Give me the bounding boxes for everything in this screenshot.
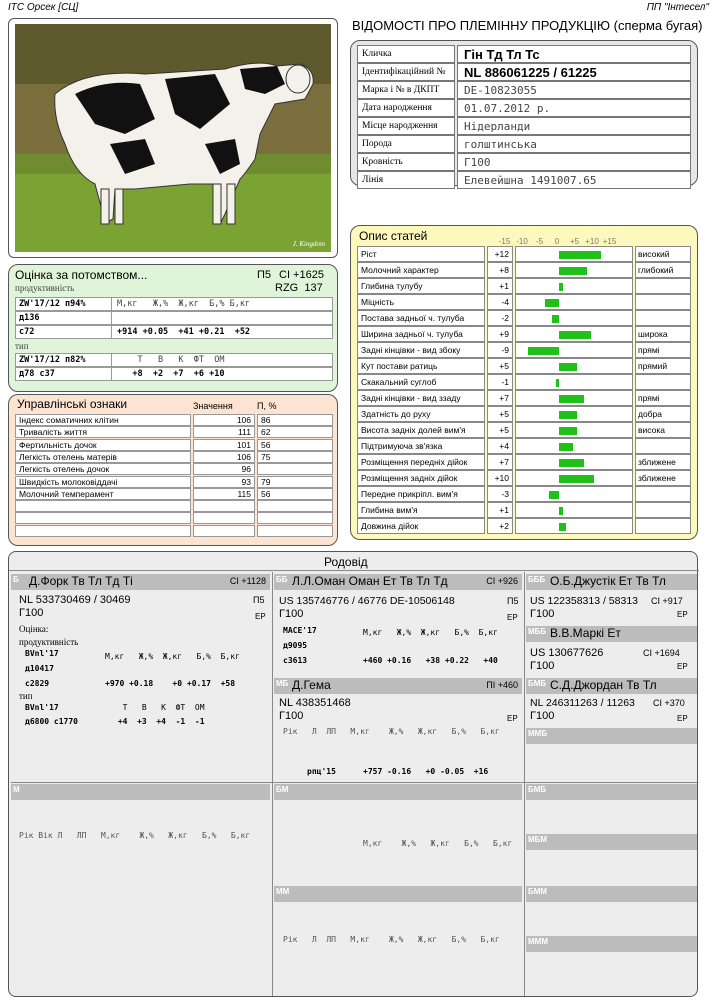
management-trait-value: 93: [193, 476, 255, 488]
trait-scale-tick: 0: [554, 237, 560, 246]
pedigree-ddd-header: [526, 936, 697, 952]
trait-bar: [545, 299, 559, 307]
photo-signature: J. Kingdom: [292, 240, 325, 248]
dam-header-row: Рік Вік Л ЛП М,кг Ж,% Ж,кг Б,% Б,кг: [19, 831, 251, 840]
trait-description: широка: [635, 326, 691, 342]
trait-scale-tick: +10: [585, 237, 599, 246]
trait-value: +7: [487, 390, 513, 406]
trait-description: [635, 486, 691, 502]
management-trait-pct: 56: [257, 488, 333, 500]
organization-right: ПП "Інтесел": [646, 2, 709, 13]
pedigree-tag: БММ: [528, 887, 548, 896]
progeny-cell: д136: [16, 312, 112, 324]
info-row: [357, 45, 691, 63]
trait-description: [635, 438, 691, 454]
trait-bar-cell: [515, 502, 633, 518]
progeny-row: [15, 353, 333, 367]
management-trait-pct: 62: [257, 426, 333, 438]
trait-bar-cell: [515, 246, 633, 262]
ds-name: Д.Гема: [292, 678, 331, 692]
ds-ep: ЕР: [507, 714, 518, 723]
management-trait-pct: 75: [257, 451, 333, 463]
trait-description: прямі: [635, 342, 691, 358]
management-row: [15, 512, 333, 524]
trait-description: висока: [635, 422, 691, 438]
info-label: Порода: [357, 135, 455, 153]
pedigree-dd-header: [274, 886, 522, 902]
info-label: Кровність: [357, 153, 455, 171]
trait-label: Підтримуюча зв'язка: [357, 438, 485, 454]
management-trait-pct: [257, 525, 333, 537]
progeny-cell: ZW'17/12 п82%: [16, 354, 112, 366]
trait-label: Розміщення передніх дійок: [357, 454, 485, 470]
pedigree-dam-header: [11, 784, 270, 800]
pedigree-ssd-header: [526, 784, 697, 800]
pedigree-title: Родовід: [324, 555, 368, 569]
trait-bar-cell: [515, 454, 633, 470]
sds-ci: CI +370: [653, 698, 685, 708]
trait-scale-tick: -15: [498, 237, 511, 246]
management-trait-name: Молочний темперамент: [15, 488, 191, 500]
trait-bar: [559, 459, 584, 467]
trait-value: -1: [487, 374, 513, 390]
trait-label: Висота задніх долей вим'я: [357, 422, 485, 438]
trait-row: [357, 278, 691, 294]
trait-row: [357, 262, 691, 278]
info-row: [357, 63, 691, 81]
trait-description: [635, 278, 691, 294]
trait-label: Передне прикріпл. вим'я: [357, 486, 485, 502]
trait-row: [357, 374, 691, 390]
info-value: Г100: [457, 153, 691, 171]
sss-ci: CI +917: [651, 596, 683, 606]
trait-bar: [559, 443, 573, 451]
trait-value: -2: [487, 310, 513, 326]
info-label: Лінія: [357, 171, 455, 189]
management-col-pct: П, %: [257, 401, 277, 411]
trait-value: -4: [487, 294, 513, 310]
sire-type-label: тип: [19, 691, 33, 701]
ss-name: Л.Л.Оман Оман Ет Тв Тл Тд: [292, 574, 448, 588]
trait-row: [357, 342, 691, 358]
sd-header-row: М,кг Ж,% Ж,кг Б,% Б,кг: [363, 839, 513, 848]
trait-label: Задні кінцівки - вид збоку: [357, 342, 485, 358]
trait-description: зближене: [635, 470, 691, 486]
info-value: Нідерланди: [457, 117, 691, 135]
trait-value: +4: [487, 438, 513, 454]
management-row: [15, 488, 333, 500]
trait-scale-tick: +5: [569, 237, 580, 246]
pedigree-tag: МММ: [528, 937, 548, 946]
trait-description: [635, 502, 691, 518]
pedigree-ss-header: [274, 574, 522, 590]
trait-scale-tick: +15: [602, 237, 617, 246]
trait-bar-cell: [515, 518, 633, 534]
info-value: DE-10823055: [457, 81, 691, 99]
management-trait-name: Легкість отелень матерів: [15, 451, 191, 463]
sds-ep: ЕР: [677, 714, 688, 723]
pedigree-sd-header: [274, 784, 522, 800]
sire-row: +4 +3 +4 -1 -1: [113, 717, 205, 726]
sds-name: С.Д.Джордан Тв Тл: [550, 678, 657, 692]
management-trait-value: [193, 525, 255, 537]
trait-row: [357, 246, 691, 262]
pedigree-sdd-header: [526, 886, 697, 902]
trait-label: Здатність до руху: [357, 406, 485, 422]
management-trait-pct: 79: [257, 476, 333, 488]
trait-label: Постава задньої ч. тулуба: [357, 310, 485, 326]
sire-id: NL 533730469 / 30469: [19, 594, 131, 606]
management-row: [15, 426, 333, 438]
trait-bar-cell: [515, 406, 633, 422]
info-label: Кличка: [357, 45, 455, 63]
trait-value: -9: [487, 342, 513, 358]
ss-row: д9095: [283, 641, 308, 650]
sds-id: NL 246311263 / 11263: [530, 697, 635, 709]
trait-bar: [559, 251, 601, 259]
management-row: [15, 414, 333, 426]
pedigree-tag: ММ: [276, 887, 290, 896]
management-trait-pct: [257, 500, 333, 512]
management-trait-name: Швидкість молоковіддачі: [15, 476, 191, 488]
pedigree-panel: [8, 551, 698, 997]
pedigree-tag: Б: [13, 575, 19, 584]
trait-bar-cell: [515, 294, 633, 310]
management-trait-name: Тривалість життя: [15, 426, 191, 438]
sss-ep: ЕР: [677, 610, 688, 619]
trait-row: [357, 486, 691, 502]
sire-blood: Г100: [19, 607, 44, 619]
sire-row: М,кг Ж,% Ж,кг Б,% Б,кг: [105, 652, 240, 661]
management-trait-value: [193, 500, 255, 512]
trait-value: +10: [487, 470, 513, 486]
trait-row: [357, 294, 691, 310]
pedigree-tag: БМБ: [528, 679, 547, 688]
management-trait-name: Легкість отелень дочок: [15, 463, 191, 475]
management-trait-pct: 56: [257, 439, 333, 451]
ds-ci: ПІ +460: [486, 680, 518, 690]
trait-bar-cell: [515, 278, 633, 294]
trait-description: високий: [635, 246, 691, 262]
info-row: [357, 153, 691, 171]
trait-description: [635, 310, 691, 326]
progeny-evaluation-panel: [8, 264, 338, 392]
trait-row: [357, 358, 691, 374]
trait-label: Глибина тулубу: [357, 278, 485, 294]
pedigree-tag: ММБ: [528, 729, 548, 738]
sire-row: BVnl'17: [25, 703, 59, 712]
ss-blood: Г100: [279, 608, 304, 620]
trait-description: зближене: [635, 454, 691, 470]
pedigree-mss-header: [526, 626, 697, 642]
progeny-cell: +8 +2 +7 +6 +10: [117, 369, 225, 379]
management-trait-pct: [257, 463, 333, 475]
bull-id: NL 886061225 / 61225: [457, 63, 691, 81]
bull-info-table: [350, 40, 698, 186]
trait-bar: [559, 507, 563, 515]
management-row: [15, 525, 333, 537]
pedigree-sds-header: [526, 678, 697, 694]
trait-value: +9: [487, 326, 513, 342]
trait-value: +7: [487, 454, 513, 470]
progeny-cell: ZW'17/12 п94%: [16, 298, 112, 310]
ss-id: US 135746776 / 46776 DE-10506148: [279, 595, 455, 607]
pedigree-tag: БББ: [528, 575, 546, 584]
sire-row: BVnl'17: [25, 649, 59, 658]
management-row: [15, 451, 333, 463]
ss-row: М,кг Ж,% Ж,кг Б,% Б,кг: [363, 628, 498, 637]
info-row: [357, 117, 691, 135]
traits-title: Опис статей: [359, 229, 428, 243]
progeny-rzg: RZG 137: [275, 282, 323, 294]
progeny-title: Оцінка за потомством...: [15, 268, 148, 282]
trait-bar: [559, 363, 577, 371]
trait-value: +5: [487, 358, 513, 374]
trait-label: Ріст: [357, 246, 485, 262]
management-trait-value: [193, 512, 255, 524]
bull-photo-frame: [8, 18, 338, 258]
trait-value: +5: [487, 406, 513, 422]
page-title: ВІДОМОСТІ ПРО ПЛЕМІННУ ПРОДУКЦІЮ (сперма бугая): [352, 18, 703, 33]
mss-ep: ЕР: [677, 662, 688, 671]
management-trait-name: [15, 525, 191, 537]
ss-p: П5: [507, 596, 519, 606]
management-row: [15, 463, 333, 475]
info-label: Місце народження: [357, 117, 455, 135]
pedigree-tag: М: [13, 785, 20, 794]
mss-blood: Г100: [530, 660, 555, 672]
trait-description: [635, 374, 691, 390]
mss-ci: CI +1694: [643, 648, 680, 658]
traits-panel: [350, 225, 698, 540]
trait-label: Кут постави ратиць: [357, 358, 485, 374]
pedigree-sire-header: [11, 574, 270, 590]
progeny-cell: [114, 312, 332, 324]
trait-bar-cell: [515, 262, 633, 278]
mss-name: В.В.Маркі Ет: [550, 626, 621, 640]
trait-bar-cell: [515, 342, 633, 358]
trait-description: прямі: [635, 390, 691, 406]
pedigree-ds-header: [274, 678, 522, 694]
pedigree-dds-header: [526, 728, 697, 744]
progeny-cell: д78 с37: [16, 368, 112, 380]
trait-description: прямий: [635, 358, 691, 374]
trait-label: Міцність: [357, 294, 485, 310]
ss-row: MACE'17: [283, 626, 317, 635]
management-trait-name: Фертильність дочок: [15, 439, 191, 451]
progeny-row: [15, 311, 333, 325]
sire-eval-label: Оцінка:: [19, 624, 49, 634]
progeny-p: П5: [257, 269, 272, 281]
sire-row: Т В К ФТ ОМ: [113, 703, 205, 712]
trait-bar-cell: [515, 390, 633, 406]
trait-row: [357, 310, 691, 326]
management-title: Управлінські ознаки: [17, 397, 128, 411]
progeny-row: [15, 325, 333, 339]
trait-value: -3: [487, 486, 513, 502]
management-traits-panel: [8, 394, 338, 546]
sss-blood: Г100: [530, 608, 555, 620]
pedigree-tag: БМБ: [528, 785, 547, 794]
management-trait-value: 106: [193, 414, 255, 426]
pedigree-sss-header: [526, 574, 697, 590]
trait-label: Скакальний суглоб: [357, 374, 485, 390]
bull-name: Гін Тд Тл Тс: [457, 45, 691, 63]
dd-header-row: Рік Л ЛП М,кг Ж,% Ж,кг Б,% Б,кг: [283, 935, 500, 944]
trait-description: добра: [635, 406, 691, 422]
info-row: [357, 171, 691, 189]
management-trait-pct: 86: [257, 414, 333, 426]
ds-id: NL 438351468: [279, 697, 351, 709]
trait-bar: [559, 395, 584, 403]
trait-row: [357, 406, 691, 422]
trait-value: +2: [487, 518, 513, 534]
trait-label: Ширина задньої ч. тулуба: [357, 326, 485, 342]
progeny-row: [15, 297, 333, 311]
sss-id: US 122358313 / 58313: [530, 595, 639, 607]
management-trait-value: 111: [193, 426, 255, 438]
sire-prod-label: продуктивність: [19, 637, 79, 647]
trait-bar: [528, 347, 560, 355]
sss-name: О.Б.Джустік Ет Тв Тл: [550, 574, 666, 588]
trait-value: +1: [487, 502, 513, 518]
trait-row: [357, 390, 691, 406]
trait-bar: [559, 475, 594, 483]
progeny-cell: +914 +0.05 +41 +0.21 +52: [117, 327, 251, 337]
trait-bar-cell: [515, 486, 633, 502]
trait-bar-cell: [515, 310, 633, 326]
progeny-cell: М,кг Ж,% Ж,кг Б,% Б,кг: [117, 299, 251, 309]
info-value: 01.07.2012 р.: [457, 99, 691, 117]
pedigree-tag: ББ: [276, 575, 288, 584]
progeny-sub-type: тип: [15, 341, 29, 351]
trait-scale-tick: -10: [516, 237, 528, 246]
trait-bar: [559, 283, 563, 291]
trait-row: [357, 518, 691, 534]
sire-row: с2829: [25, 679, 50, 688]
management-trait-value: 106: [193, 451, 255, 463]
info-label: Ідентифікаційний №: [357, 63, 455, 81]
mss-id: US 130677626: [530, 647, 604, 659]
trait-value: +5: [487, 422, 513, 438]
trait-value: +12: [487, 246, 513, 262]
bull-photo: [15, 24, 331, 252]
ss-ci: CI +926: [486, 576, 518, 586]
info-value: голштинська: [457, 135, 691, 153]
trait-value: +8: [487, 262, 513, 278]
management-row: [15, 439, 333, 451]
info-label: Марка і № в ДКПТ: [357, 81, 455, 99]
trait-bar: [549, 491, 560, 499]
trait-label: Молочний характер: [357, 262, 485, 278]
info-row: [357, 135, 691, 153]
sire-p: П5: [253, 595, 265, 605]
trait-bar: [552, 315, 559, 323]
ds-row: рпц'15: [307, 767, 336, 776]
trait-label: Глибина вим'я: [357, 502, 485, 518]
info-label: Дата народження: [357, 99, 455, 117]
trait-row: [357, 470, 691, 486]
sire-row: +970 +0.18 +0 +0.17 +58: [105, 679, 236, 688]
progeny-row: [15, 367, 333, 381]
trait-bar: [559, 267, 587, 275]
trait-bar-cell: [515, 358, 633, 374]
management-trait-name: [15, 500, 191, 512]
management-row: [15, 500, 333, 512]
info-row: [357, 81, 691, 99]
ds-blood: Г100: [279, 710, 304, 722]
trait-bar-cell: [515, 422, 633, 438]
sds-blood: Г100: [530, 710, 555, 722]
trait-row: [357, 454, 691, 470]
sire-ep: ЕР: [255, 612, 266, 621]
trait-row: [357, 502, 691, 518]
pedigree-tag: МББ: [528, 627, 547, 636]
trait-description: [635, 518, 691, 534]
management-trait-value: 101: [193, 439, 255, 451]
ss-ep: ЕР: [507, 613, 518, 622]
ds-header-row: Рік Л ЛП М,кг Ж,% Ж,кг Б,% Б,кг: [283, 727, 500, 736]
management-trait-value: 115: [193, 488, 255, 500]
ss-row: с3613: [283, 656, 308, 665]
trait-scale-tick: -5: [535, 237, 544, 246]
sire-ci: CI +1128: [229, 576, 266, 586]
trait-description: глибокий: [635, 262, 691, 278]
management-col-value: Значення: [193, 401, 233, 411]
trait-row: [357, 422, 691, 438]
management-row: [15, 476, 333, 488]
trait-bar: [559, 411, 577, 419]
management-trait-pct: [257, 512, 333, 524]
trait-label: Довжина дійок: [357, 518, 485, 534]
ss-row: +460 +0.16 +38 +0.22 +40: [363, 656, 498, 665]
management-trait-name: Індекс соматичних клітин: [15, 414, 191, 426]
pedigree-tag: МБМ: [528, 835, 548, 844]
organization-left: ІТС Орсек [СЦ]: [8, 2, 79, 13]
trait-description: [635, 294, 691, 310]
info-row: [357, 99, 691, 117]
progeny-cell: Т В К ФТ ОМ: [117, 355, 225, 365]
trait-row: [357, 438, 691, 454]
pedigree-dsd-header: [526, 834, 697, 850]
ds-row: +757 -0.16 +0 -0.05 +16: [363, 767, 489, 776]
progeny-ci: CI +1625: [279, 269, 324, 281]
progeny-sub-productivity: продуктивність: [15, 283, 75, 293]
pedigree-tag: БМ: [276, 785, 289, 794]
management-trait-name: [15, 512, 191, 524]
trait-bar-cell: [515, 470, 633, 486]
sire-name: Д.Форк Тв Тл Тд Ті: [29, 574, 133, 588]
trait-bar-cell: [515, 374, 633, 390]
sire-row: д6800 с1770: [25, 717, 78, 726]
trait-label: Розміщення задніх дійок: [357, 470, 485, 486]
trait-bar: [559, 427, 577, 435]
trait-bar: [559, 523, 566, 531]
trait-label: Задні кінцівки - вид ззаду: [357, 390, 485, 406]
trait-bar: [559, 331, 591, 339]
sire-row: д10417: [25, 664, 54, 673]
trait-bar: [556, 379, 560, 387]
progeny-cell: с72: [16, 326, 112, 338]
trait-row: [357, 326, 691, 342]
trait-bar-cell: [515, 438, 633, 454]
trait-value: +1: [487, 278, 513, 294]
trait-bar-cell: [515, 326, 633, 342]
management-trait-value: 96: [193, 463, 255, 475]
info-value: Елевейшна 1491007.65: [457, 171, 691, 189]
pedigree-tag: МБ: [276, 679, 289, 688]
